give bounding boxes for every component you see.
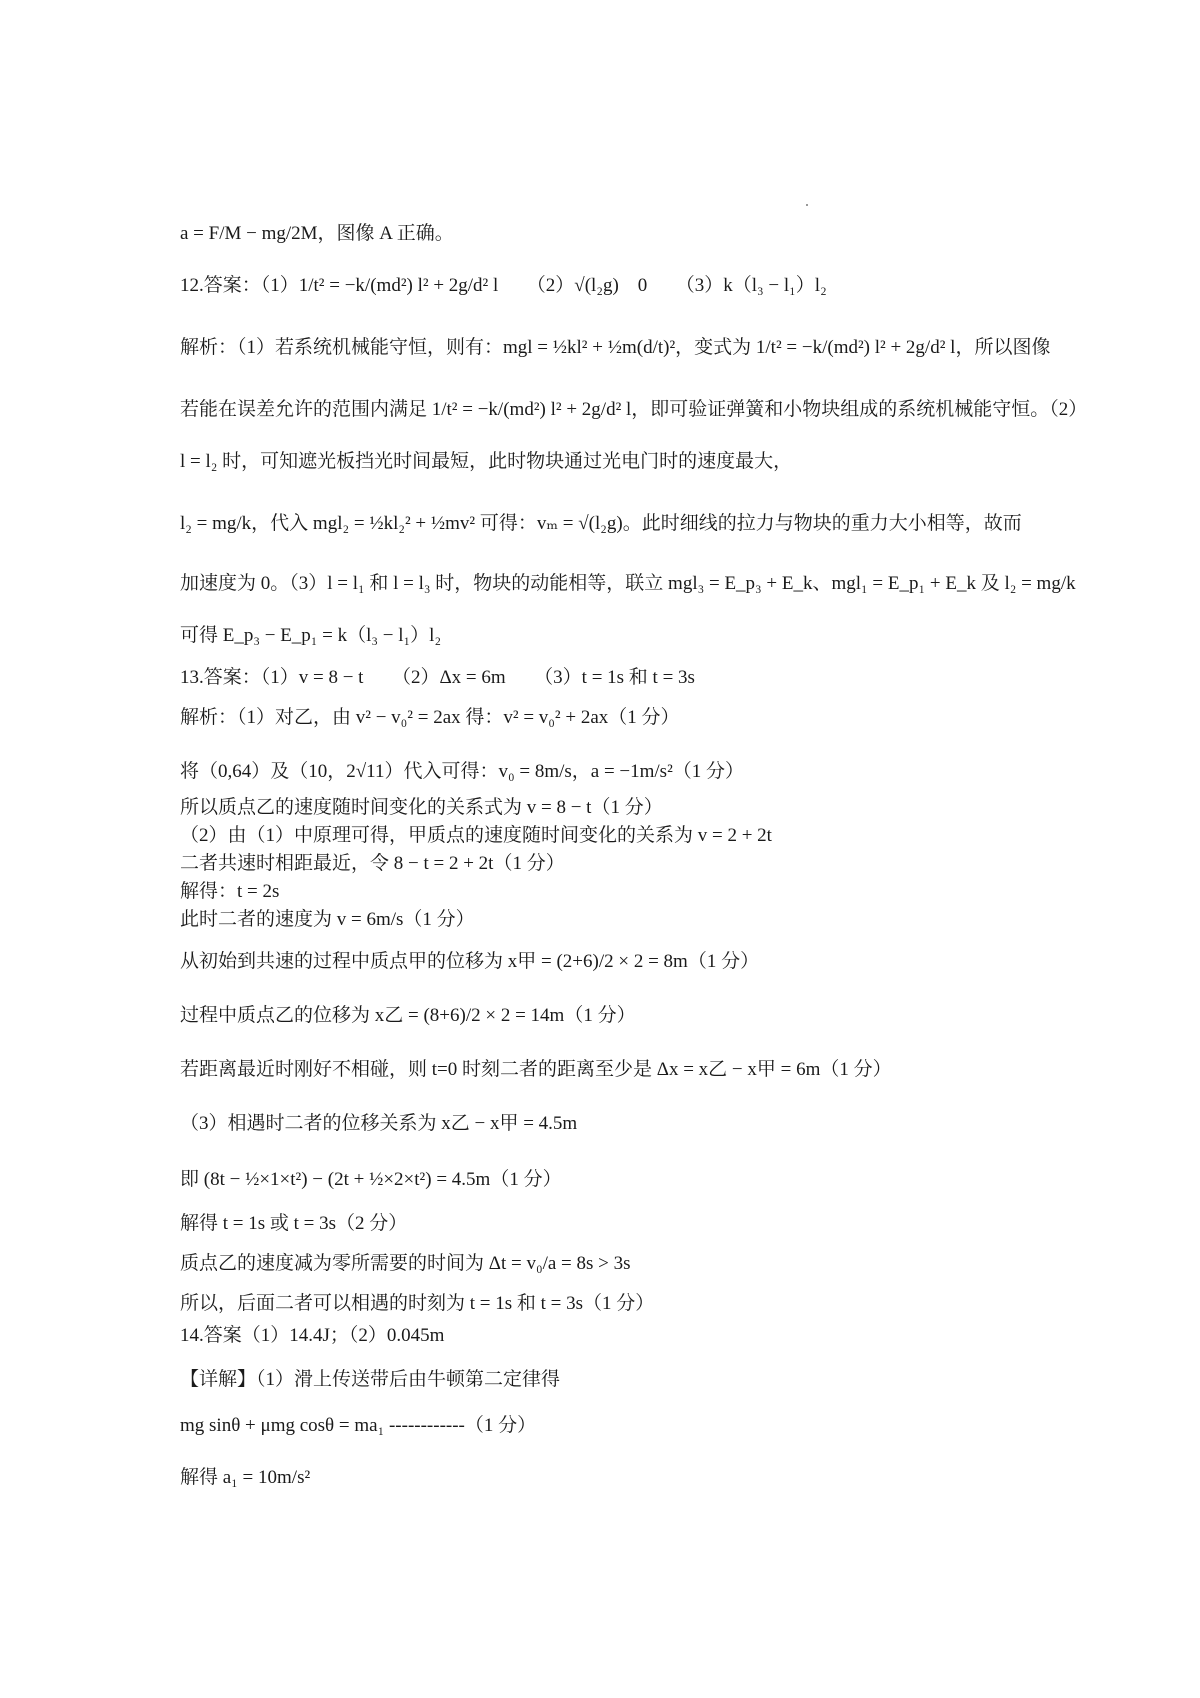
text-line: 解得 t = 1s 或 t = 3s（2 分）: [180, 1213, 408, 1234]
text-line: 可得 E_p₃ − E_p₁ = k（l₃ − l₁）l₂: [180, 625, 442, 646]
text-line: 若距离最近时刚好不相碰，则 t=0 时刻二者的距离至少是 Δx = x乙 − x甲 = 6m（1 分）: [180, 1059, 892, 1080]
text-line: 质点乙的速度减为零所需要的时间为 Δt = v₀/a = 8s > 3s: [180, 1253, 631, 1274]
text-line: （2）由（1）中原理可得，甲质点的速度随时间变化的关系为 v = 2 + 2t: [180, 825, 772, 846]
text-line: mg sinθ + μmg cosθ = ma₁ ------------（1 分）: [180, 1415, 537, 1436]
text-line: 此时二者的速度为 v = 6m/s（1 分）: [180, 909, 475, 930]
text-line: 过程中质点乙的位移为 x乙 = (8+6)/2 × 2 = 14m（1 分）: [180, 1005, 636, 1026]
text-line: 12.答案：（1）1/t² = −k/(md²) l² + 2g/d² l （2）√(l₂g) 0 （3）k（l₃ − l₁）l₂: [180, 275, 827, 296]
text-line: 加速度为 0。（3）l = l₁ 和 l = l₃ 时，物块的动能相等，联立 mgl₃ = E_p₃ + E_k、mgl₁ = E_p₁ + E_k 及 l₂ = mg/k: [180, 573, 1076, 594]
text-line: 13.答案：（1）v = 8 − t （2）Δx = 6m （3）t = 1s 和 t = 3s: [180, 667, 695, 688]
text-line: 若能在误差允许的范围内满足 1/t² = −k/(md²) l² + 2g/d² l，即可验证弹簧和小物块组成的系统机械能守恒。（2）: [180, 399, 1088, 420]
text-line: 从初始到共速的过程中质点甲的位移为 x甲 = (2+6)/2 × 2 = 8m（1 分）: [180, 951, 760, 972]
text-line: a = F/M − mg/2M，图像 A 正确。: [180, 223, 454, 244]
text-line: 解得 a₁ = 10m/s²: [180, 1467, 311, 1488]
text-line: 即 (8t − ½×1×t²) − (2t + ½×2×t²) = 4.5m（1 分）: [180, 1169, 562, 1190]
text-line: 解得：t = 2s: [180, 881, 280, 902]
text-line: 二者共速时相距最近，令 8 − t = 2 + 2t（1 分）: [180, 853, 565, 874]
text-line: 【详解】（1）滑上传送带后由牛顿第二定律得: [180, 1369, 561, 1390]
text-line: 14.答案（1）14.4J；（2）0.045m: [180, 1325, 445, 1346]
text-line: 所以质点乙的速度随时间变化的关系式为 v = 8 − t（1 分）: [180, 797, 663, 818]
text-line: 将（0,64）及（10，2√11）代入可得：v₀ = 8m/s，a = −1m/s²（1 分）: [180, 761, 745, 782]
text-line: 解析：（1）对乙，由 v² − v₀² = 2ax 得：v² = v₀² + 2ax（1 分）: [180, 707, 680, 728]
text-line: l₂ = mg/k，代入 mgl₂ = ½kl₂² + ½mv² 可得：vₘ = √(l₂g)。此时细线的拉力与物块的重力大小相等，故而: [180, 513, 1022, 534]
scan-speck: [806, 204, 808, 206]
text-line: 所以，后面二者可以相遇的时刻为 t = 1s 和 t = 3s（1 分）: [180, 1293, 655, 1314]
text-line: （3）相遇时二者的位移关系为 x乙 − x甲 = 4.5m: [180, 1113, 578, 1134]
text-line: 解析：（1）若系统机械能守恒，则有：mgl = ½kl² + ½m(d/t)²，变式为 1/t² = −k/(md²) l² + 2g/d² l，所以图像: [180, 337, 1051, 358]
text-line: l = l₂ 时，可知遮光板挡光时间最短，此时物块通过光电门时的速度最大，: [180, 451, 793, 472]
